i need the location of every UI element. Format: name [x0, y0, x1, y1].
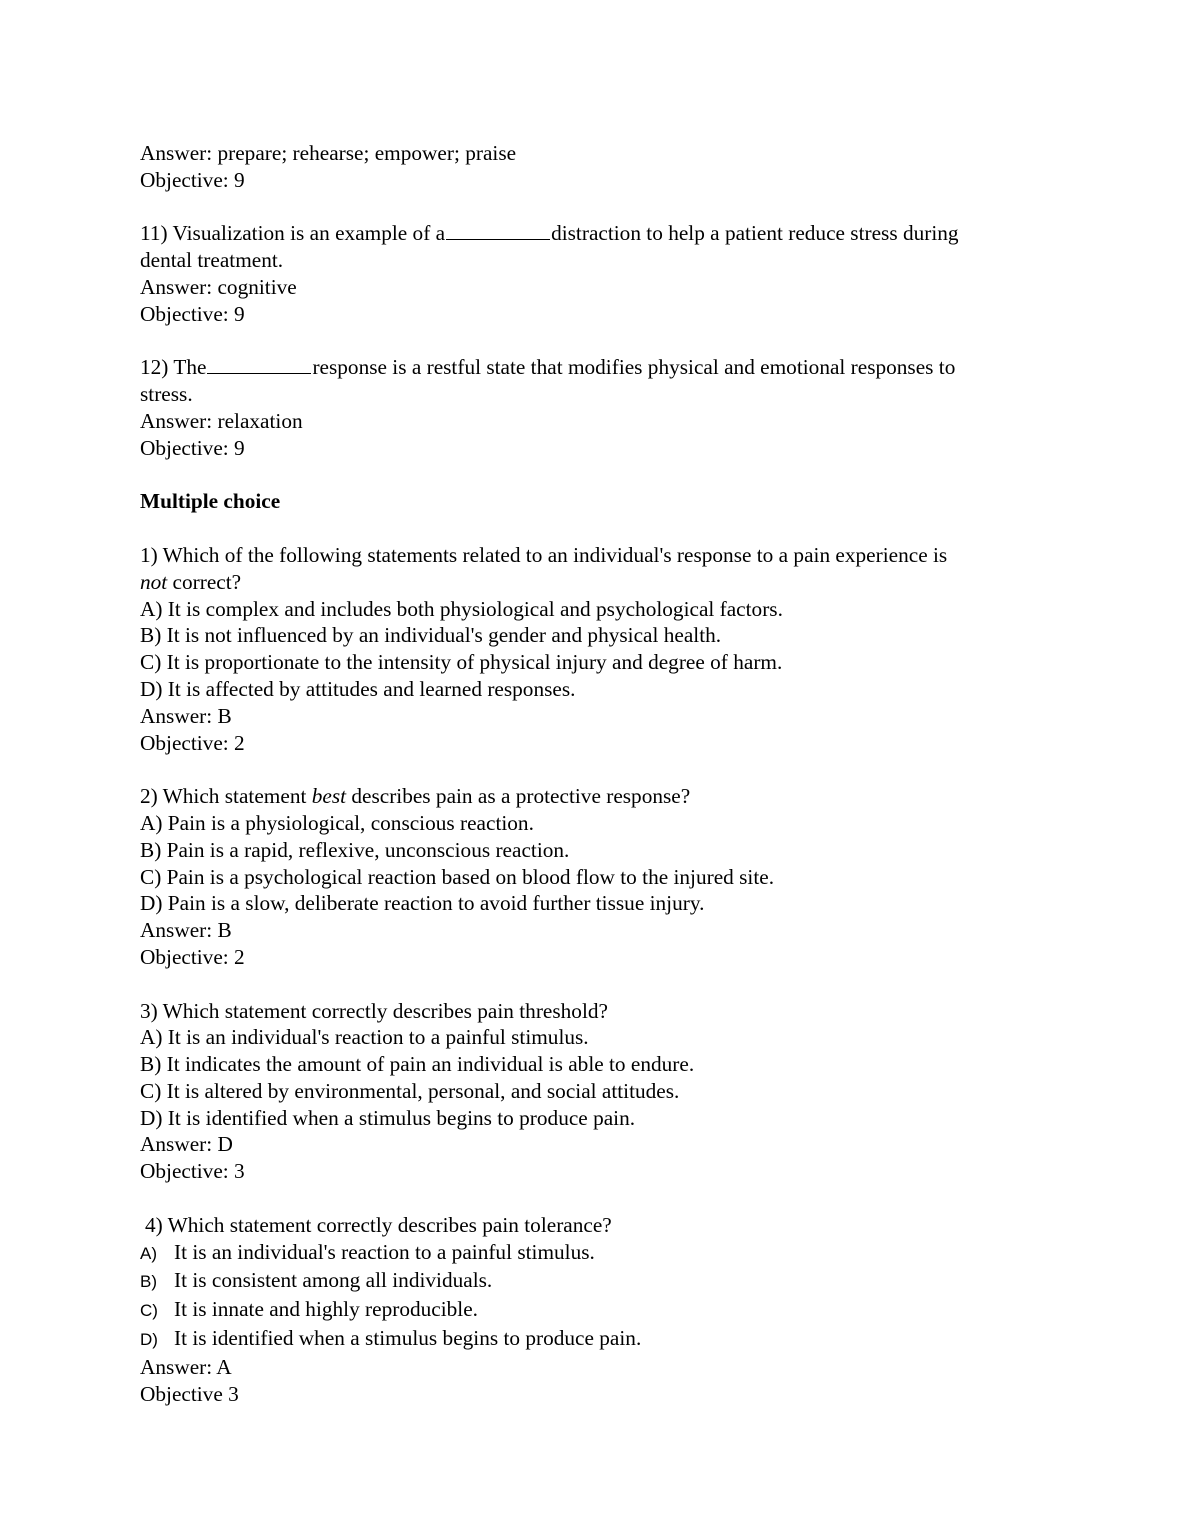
objective-text: Objective: 9: [140, 301, 245, 326]
option-letter: D): [140, 1330, 158, 1350]
option-d: D) Pain is a slow, deliberate reaction to avoid further tissue injury.: [140, 891, 705, 916]
option-c: C) Pain is a psychological reaction based on blood flow to the injured site.: [140, 864, 775, 889]
option-a: A) It is complex and includes both physiological and psychological factors.: [140, 596, 783, 621]
mc-question-4: 4) Which statement correctly describes pain tolerance?: [145, 1212, 612, 1237]
option-b: B) It indicates the amount of pain an individual is able to endure.: [140, 1052, 695, 1077]
option-c: C) It is proportionate to the intensity of physical injury and degree of harm.: [140, 650, 783, 675]
question-12-continuation: stress.: [140, 382, 193, 407]
option-c: C) It is altered by environmental, personal, and social attitudes.: [140, 1078, 680, 1103]
objective-text: Objective 3: [140, 1381, 239, 1406]
mc-question-2: 2) Which statement best describes pain as a protective response?: [140, 784, 691, 809]
option-c: C) It is innate and highly reproducible.: [140, 1296, 1040, 1325]
option-a: A) Pain is a physiological, conscious reaction.: [140, 810, 534, 835]
section-heading: Multiple choice: [140, 489, 281, 514]
objective-text: Objective: 2: [140, 730, 245, 755]
answer-text: Answer: A: [140, 1354, 232, 1379]
option-a: A) It is an individual's reaction to a painful stimulus.: [140, 1239, 1040, 1268]
objective-text: Objective: 9: [140, 167, 245, 192]
option-b: B) It is not influenced by an individual's gender and physical health.: [140, 623, 722, 648]
option-d: D) It is affected by attitudes and learned responses.: [140, 676, 576, 701]
option-b: B) It is consistent among all individuals.: [140, 1267, 1040, 1296]
objective-text: Objective: 2: [140, 944, 245, 969]
option-letter: A): [140, 1243, 157, 1263]
answer-text: Answer: relaxation: [140, 408, 303, 433]
mc-question-3: 3) Which statement correctly describes pain threshold?: [140, 998, 608, 1023]
answer-text: Answer: D: [140, 1132, 233, 1157]
option-d: D) It is identified when a stimulus begins to produce pain.: [140, 1325, 1040, 1354]
question-11-continuation: dental treatment.: [140, 248, 284, 273]
option-letter: B): [140, 1272, 157, 1292]
answer-text: Answer: cognitive: [140, 274, 297, 299]
mc-question-1-continuation: not correct?: [140, 569, 242, 594]
answer-text: Answer: B: [140, 703, 232, 728]
option-letter: C): [140, 1301, 158, 1321]
answer-text: Answer: B: [140, 918, 232, 943]
option-a: A) It is an individual's reaction to a painful stimulus.: [140, 1025, 589, 1050]
option-d: D) It is identified when a stimulus begins to produce pain.: [140, 1105, 636, 1130]
objective-text: Objective: 9: [140, 435, 245, 460]
mc-question-1: 1) Which of the following statements related to an individual's response to a pain experience is: [140, 542, 948, 567]
answer-blank: [446, 220, 550, 240]
objective-text: Objective: 3: [140, 1159, 245, 1184]
document-page: [140, 140, 1040, 1407]
question-11: 11) Visualization is an example of a distraction to help a patient reduce stress during: [140, 221, 959, 246]
answer-text: Answer: prepare; rehearse; empower; praise: [140, 141, 517, 165]
option-b: B) Pain is a rapid, reflexive, unconscious reaction.: [140, 837, 570, 862]
answer-blank: [207, 354, 311, 374]
question-12: 12) The response is a restful state that modifies physical and emotional responses to: [140, 355, 956, 380]
